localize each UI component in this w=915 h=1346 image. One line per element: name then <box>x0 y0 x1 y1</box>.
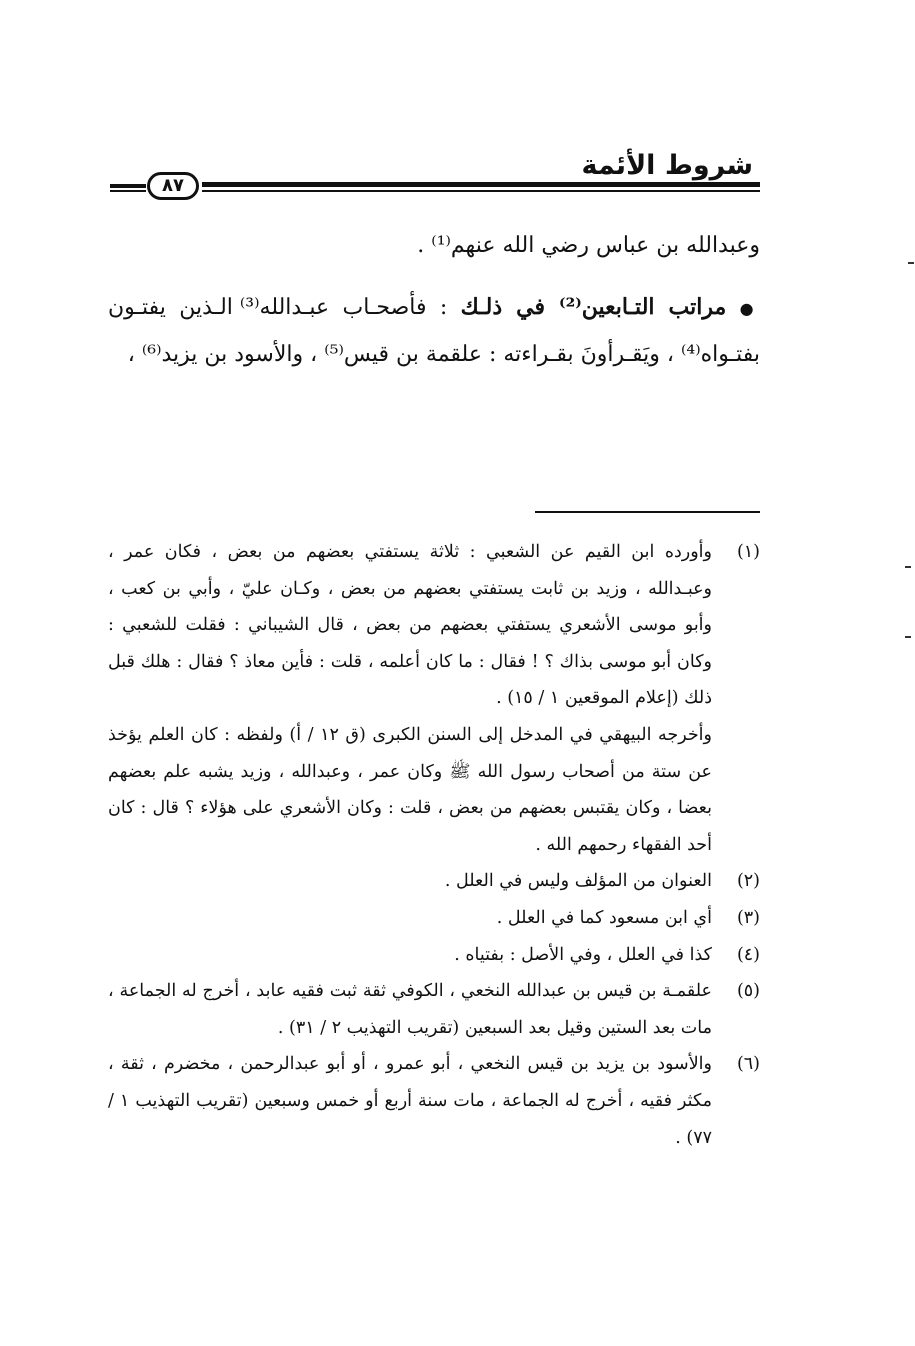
footnote-number: (٣) <box>736 907 760 928</box>
footnote-separator <box>535 511 760 513</box>
footnotes <box>108 534 760 1156</box>
footnote-text: أي ابن مسعود كما في العلل . <box>496 907 712 928</box>
footnote-5 <box>108 973 760 1046</box>
footnote-text: علقمـة بن قيس بن عبدالله النخعي ، الكوفي ثقة ثبت فقيه عابد ، أخرج له الجماعة ، مات بعد الستين وقيل بعد السبعين (تقريب التهذيب ٢ / ٣١) . <box>108 981 712 1038</box>
footnote-number: (١) <box>736 542 760 562</box>
page-number: ٨٧ <box>147 172 199 200</box>
footnote-number: (٥) <box>736 981 760 1002</box>
body-paragraph-2-text: : فأصحـاب عبـدالله⁽³⁾ الـذين يفتـون بفتـواه⁽⁴⁾ ، ويَقـرأونَ بقـراءته : علقمة بن قيس⁽⁵⁾ ، والأسود بن يزيد⁽⁶⁾ ، <box>108 295 760 367</box>
footnote-text: وأورده ابن القيم عن الشعبي : ثلاثة يستفتي بعضهم من بعض ، فكان عمر ، وعبـدالله ، وزيد بن ثابت يستفتي بعضهم من بعض ، وكـان عليّ ، وأبي بن كعب ، وأبو موسى الأشعري يستفتي بعضهم من بعض ، قال الشيباني : فقلت للشعبي : وكان أبو موسى بذاك ؟ ! فقال : ما كان أعلمه ، قلت : فأين معاذ ؟ فقال : هلك قبل ذلك (إعلام الموقعين ١ / ١٥) . <box>108 542 712 709</box>
body-paragraph-1: وعبدالله بن عباس رضي الله عنهم⁽¹⁾ . <box>417 233 760 258</box>
footnote-text: العنوان من المؤلف وليس في العلل . <box>444 871 712 892</box>
header-rule-right <box>202 182 760 194</box>
footnote-4 <box>108 937 760 974</box>
footnote-1 <box>108 534 760 717</box>
footnote-number: (٦) <box>736 1054 760 1075</box>
header-rule-left <box>110 184 146 192</box>
footnote-text: كذا في العلل ، وفي الأصل : بفتياه . <box>454 944 712 965</box>
bullet-icon: ● <box>739 299 760 318</box>
running-head-title: شروط الأئمة <box>581 150 753 181</box>
footnote-number: (٤) <box>736 944 760 965</box>
scan-edge-mark <box>905 636 911 638</box>
footnote-6 <box>108 1046 760 1156</box>
footnote-number: (٢) <box>736 871 760 892</box>
body-paragraph-2 <box>108 284 760 378</box>
scan-edge-mark <box>908 262 914 264</box>
section-heading: مراتب التـابعين⁽²⁾ في ذلـك <box>460 294 727 320</box>
footnote-text: والأسود بن يزيد بن قيس النخعي ، أبو عمرو ، أو أبو عبدالرحمن ، مخضرم ، ثقة ، مكثر فقيه ، أخرج له الجماعة ، مات سنة أربع أو خمس وسبعين (تقريب التهذيب ١ / ٧٧) . <box>108 1054 712 1148</box>
scan-edge-mark <box>905 566 911 568</box>
header-rule <box>110 172 760 204</box>
footnote-2 <box>108 863 760 900</box>
footnote-3 <box>108 900 760 937</box>
footnote-1-continuation: وأخرجه البيهقي في المدخل إلى السنن الكبرى (ق ١٢ / أ) ولفظه : كان العلم يؤخذ عن ستة من أصحاب رسول الله ﷺ وكان عمر ، وعبدالله ، وزيد يشبه علم بعضهم بعضا ، وكان يقتبس بعضهم من بعض ، قلت : وكان الأشعري على هؤلاء ؟ قال : كان أحد الفقهاء رحمهم الله . <box>108 724 712 855</box>
